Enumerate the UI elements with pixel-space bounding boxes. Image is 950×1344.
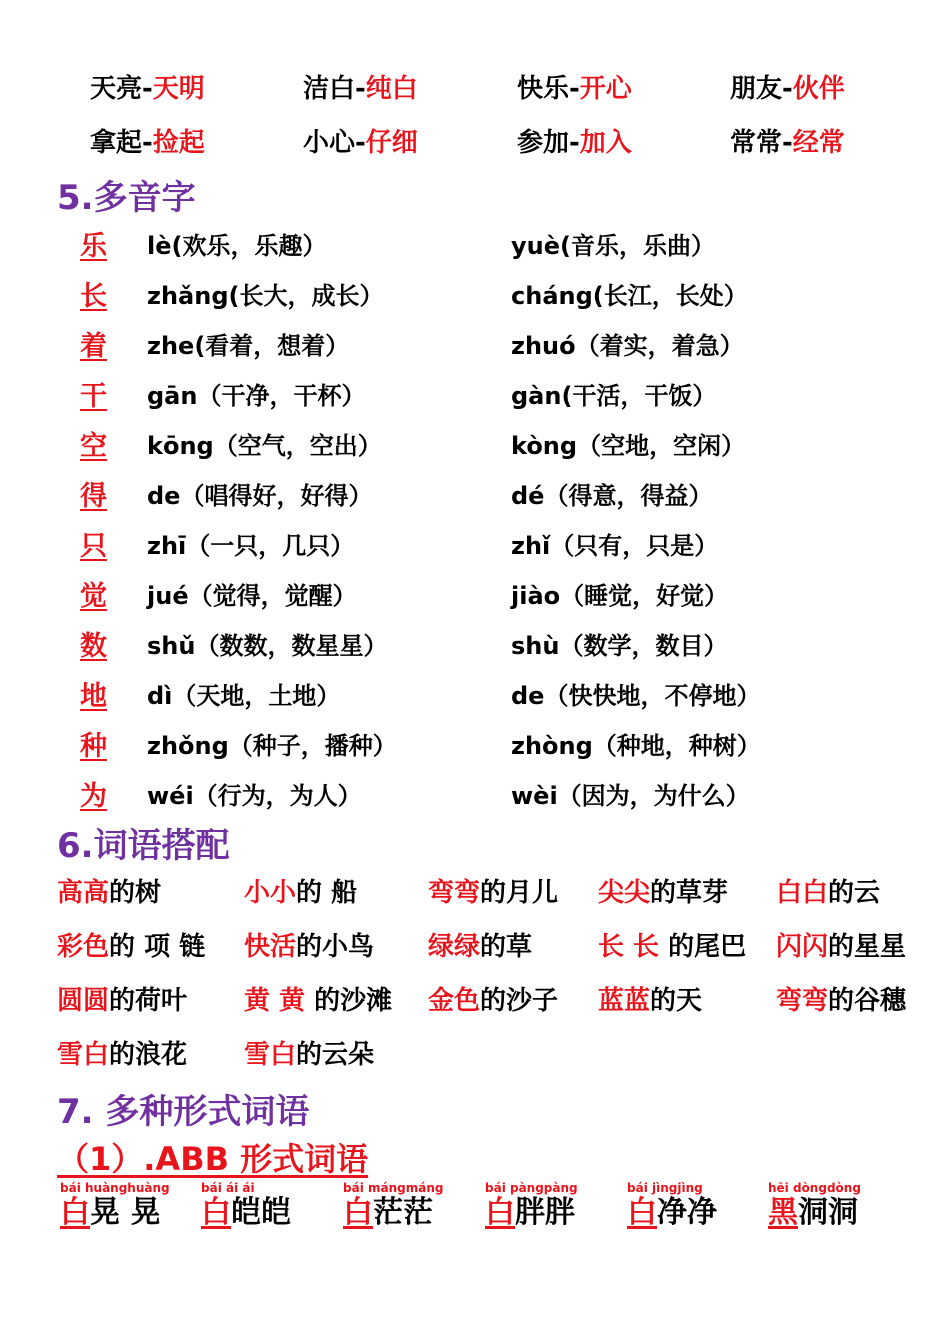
collocation-item: 闪闪的星星 [776,932,907,962]
collocation-item: 黄 黄 的沙滩 [244,986,393,1016]
collocation-item: 彩色的 项 链 [57,932,206,962]
polyphonic-row: 长 zhǎng(长大，成长） cháng(长江，长处） [0,274,950,314]
synonym-pair: 拿起-捡起 [90,128,205,158]
polyphonic-char: 着 [80,331,107,362]
collocation-item: 快活的小鸟 [244,932,375,962]
abb-word: hēi dòngdòng 黑洞洞 [768,1181,861,1230]
polyphonic-char: 干 [80,381,107,412]
collocation-item: 金色的沙子 [428,986,559,1016]
polyphonic-char: 得 [80,481,107,512]
collocation-item: 小小的 船 [244,878,358,908]
collocation-item: 尖尖的草芽 [598,878,729,908]
section-title-polyphonic: 5.多音字 [57,178,196,218]
subsection-title-abb: （1）.ABB 形式词语 [57,1140,369,1178]
polyphonic-row: 为 wéi（行为，为人） wèi（因为，为什么） [0,774,950,814]
polyphonic-row: 种 zhǒng（种子，播种） zhòng（种地，种树） [0,724,950,764]
synonym-pair: 常常-经常 [730,128,845,158]
abb-word: bái mángmáng 白茫茫 [343,1181,444,1230]
polyphonic-row: 乐 lè(欢乐，乐趣） yuè(音乐，乐曲） [0,224,950,264]
polyphonic-char: 长 [80,281,107,312]
pinyin: bái huànghuàng [60,1181,170,1195]
polyphonic-char: 觉 [80,581,107,612]
collocation-item: 雪白的云朵 [244,1040,375,1070]
polyphonic-char: 空 [80,431,107,462]
section-title-collocation: 6.词语搭配 [57,826,230,866]
synonym-pair: 参加-加入 [517,128,632,158]
collocation-item: 长 长 的尾巴 [598,932,747,962]
section-title-word-forms: 7. 多种形式词语 [57,1092,310,1132]
polyphonic-row: 空 kōng（空气，空出） kòng（空地，空闲） [0,424,950,464]
collocation-item: 蓝蓝的天 [598,986,703,1016]
synonym-pair: 朋友-伙伴 [730,74,845,104]
synonym-pair: 快乐-开心 [517,74,632,104]
abb-word: bái huànghuàng 白晃 晃 [60,1181,170,1230]
polyphonic-char: 乐 [80,231,107,262]
polyphonic-char: 种 [80,731,107,762]
pinyin: bái pàngpàng [485,1181,578,1195]
polyphonic-row: 地 dì（天地，土地） de（快快地，不停地） [0,674,950,714]
collocation-item: 白白的云 [776,878,881,908]
polyphonic-char: 数 [80,631,107,662]
polyphonic-row: 干 gān（干净，干杯） gàn(干活，干饭） [0,374,950,414]
pinyin: bái ái ái [201,1181,255,1195]
abb-word: bái pàngpàng 白胖胖 [485,1181,578,1230]
collocation-item: 雪白的浪花 [57,1040,188,1070]
synonym-pair: 小心-仔细 [303,128,418,158]
polyphonic-char: 地 [80,681,107,712]
collocation-item: 圆圆的荷叶 [57,986,188,1016]
polyphonic-char: 只 [80,531,107,562]
pinyin: bái mángmáng [343,1181,444,1195]
collocation-item: 弯弯的月儿 [428,878,559,908]
polyphonic-row: 着 zhe(看着，想着） zhuó（着实，着急） [0,324,950,364]
abb-word: bái jìngjìng 白净净 [627,1181,717,1230]
synonym-pair: 洁白-纯白 [303,74,418,104]
pinyin: bái jìngjìng [627,1181,703,1195]
polyphonic-row: 只 zhī（一只，几只） zhǐ（只有，只是） [0,524,950,564]
polyphonic-row: 数 shǔ（数数，数星星） shù（数学，数目） [0,624,950,664]
abb-word: bái ái ái 白皑皑 [201,1181,291,1230]
polyphonic-row: 觉 jué（觉得，觉醒） jiào（睡觉，好觉） [0,574,950,614]
collocation-item: 绿绿的草 [428,932,533,962]
collocation-item: 弯弯的谷穗 [776,986,907,1016]
polyphonic-char: 为 [80,781,107,812]
synonym-pair: 天亮-天明 [90,74,205,104]
polyphonic-row: 得 de（唱得好，好得） dé（得意，得益） [0,474,950,514]
pinyin: hēi dòngdòng [768,1181,861,1195]
collocation-item: 高高的树 [57,878,162,908]
